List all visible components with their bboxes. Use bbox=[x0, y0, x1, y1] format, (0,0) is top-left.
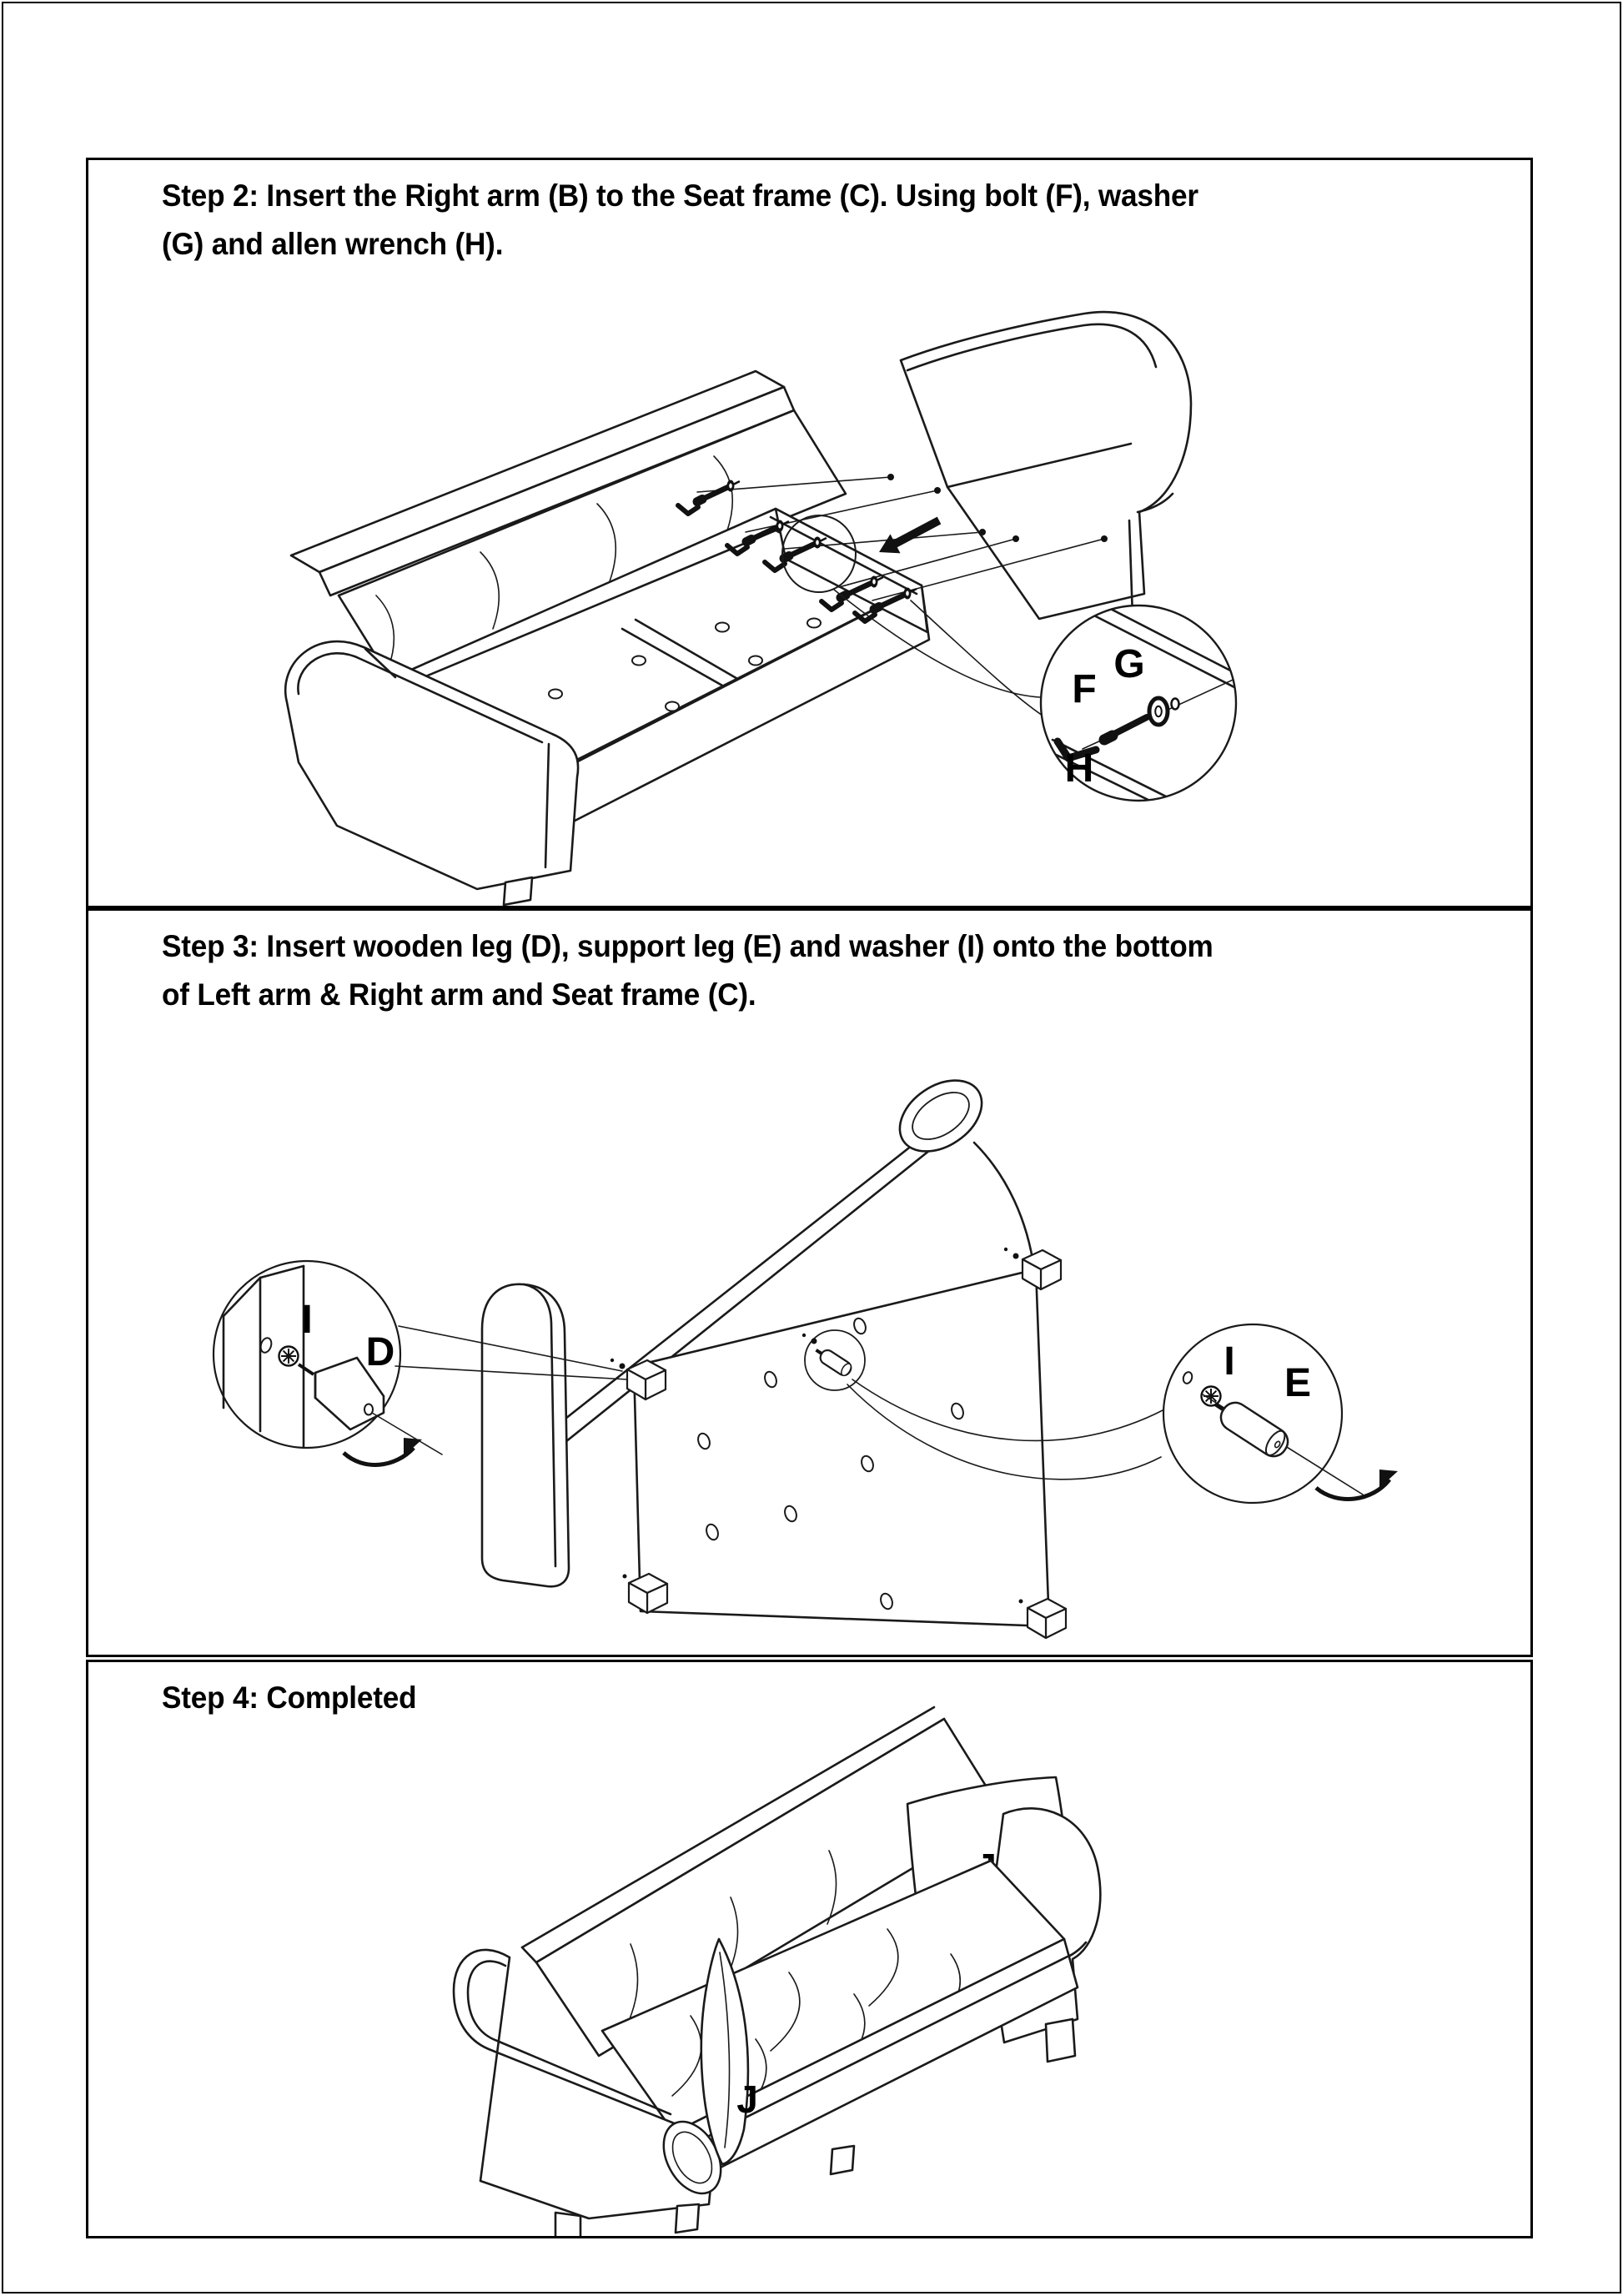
step3-heading bbox=[162, 922, 1213, 1019]
step2-heading bbox=[162, 172, 1198, 269]
panel-step3 bbox=[86, 908, 1533, 1657]
rotate-arrow-icon bbox=[1316, 1470, 1398, 1499]
sofa-bottom-face bbox=[634, 1269, 1049, 1626]
step3-illustration bbox=[88, 911, 1530, 1655]
hardware-detail-callout bbox=[1041, 602, 1240, 827]
step2-heading-line1: Step 2: Insert the Right arm (B) to the Seat frame (C). Using bolt (F), washer bbox=[162, 178, 1198, 213]
label-wooden-leg-d: D bbox=[365, 1330, 395, 1374]
panel-step2 bbox=[86, 158, 1533, 908]
label-washer-i-left: I bbox=[301, 1298, 313, 1342]
sofa-foot bbox=[831, 2146, 854, 2174]
sofa-foot bbox=[555, 2213, 580, 2236]
sofa-foot bbox=[676, 2204, 699, 2233]
label-washer-g: G bbox=[1113, 642, 1145, 686]
label-washer-i-right: I bbox=[1224, 1339, 1235, 1384]
label-pillow-j-front: J bbox=[736, 2077, 758, 2121]
label-wrench-h: H bbox=[1064, 746, 1094, 791]
callout-leader-line bbox=[911, 600, 1045, 717]
panel-step4 bbox=[86, 1660, 1533, 2238]
step2-heading-line2: (G) and allen wrench (H). bbox=[162, 227, 504, 261]
flipped-sofa-frame bbox=[522, 1066, 1049, 1626]
left-arm-flipped bbox=[482, 1284, 569, 1586]
wooden-leg-detail-callout bbox=[214, 1261, 400, 1448]
step3-heading-line1: Step 3: Insert wooden leg (D), support leg (E) and washer (I) onto the bottom bbox=[162, 929, 1213, 963]
step4-heading-line1: Step 4: Completed bbox=[162, 1681, 417, 1715]
step4-heading bbox=[162, 1674, 416, 1722]
support-leg-detail-callout bbox=[1163, 1324, 1363, 1503]
label-bolt-f: F bbox=[1072, 667, 1097, 711]
label-support-leg-e: E bbox=[1284, 1361, 1312, 1405]
step2-illustration bbox=[88, 160, 1530, 906]
insert-direction-arrow-icon bbox=[879, 517, 941, 554]
step3-heading-line2: of Left arm & Right arm and Seat frame (C). bbox=[162, 977, 756, 1012]
completed-sofa bbox=[454, 1707, 1100, 2236]
step4-illustration bbox=[88, 1662, 1530, 2236]
